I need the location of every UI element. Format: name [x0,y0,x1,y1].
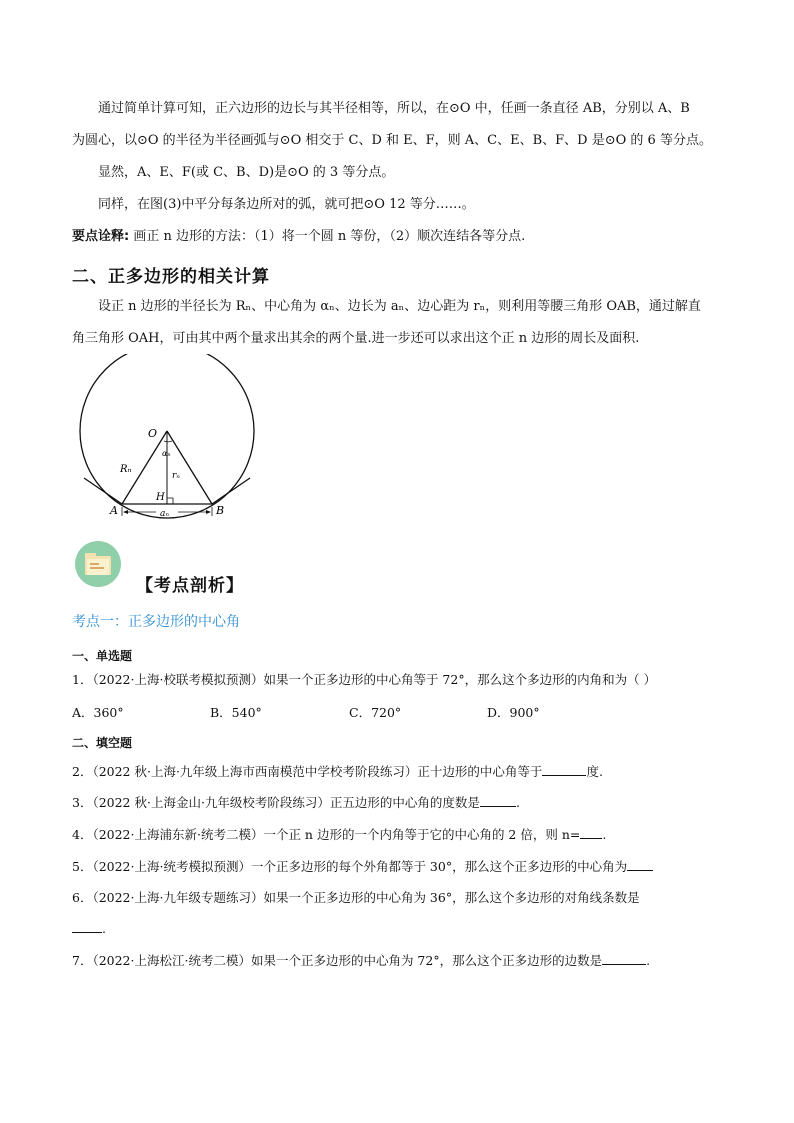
label-b: B [216,504,225,517]
question-7-tail: . [646,953,651,968]
key-point [72,228,724,246]
option-d: D．900° [487,705,540,720]
key-point-text: 画正 n 边形的方法：（1）将一个圆 n 等份，（2）顺次连结各等分点. [133,229,526,244]
question-5-text: 5．（2022·上海·统考模拟预测）一个正多边形的每个外角都等于 30°，那么这个正多边形的中心角为 [72,859,628,874]
question-1: 1．（2022·上海·校联考模拟预测）如果一个正多边形的中心角等于 72°，那么这个多边形的内角和为（ ） [72,672,657,687]
section-2-para-1: 设正 n 边形的半径长为 Rₙ、中心角为 αₙ、边长为 aₙ、边心距为 rₙ，则利用等腰三角形 OAB，通过解直 [98,299,701,314]
intro-line-4: 同样，在图(3)中平分每条边所对的弧，就可把⊙O 12 等分……。 [98,197,475,212]
answer-blank-4[interactable] [580,826,602,839]
answer-blank-5[interactable] [627,858,653,871]
kaodian-1-title: 考点一：正多边形的中心角 [72,614,240,630]
radius-ob [167,431,212,504]
option-c: C．720° [349,705,402,720]
polygon-circle-figure [78,354,256,520]
question-6: 6．（2022·上海·九年级专题练习）如果一个正多边形的中心角为 36°，那么这个多边形的对角线条数是 [72,890,640,905]
right-angle-mark [167,498,173,504]
answer-blank-2[interactable] [542,763,586,776]
question-3 [72,794,724,812]
dim-arrow-left [123,510,128,514]
question-7 [72,952,724,970]
answer-blank-3[interactable] [480,794,516,807]
exam-analysis-title: 【考点剖析】 [136,576,244,596]
question-2 [72,763,724,781]
side-left [84,478,122,504]
question-4 [72,826,724,844]
intro-line-2: 为圆心，以⊙O 的半径为半径画弧与⊙O 相交于 C、D 和 E、F，则 A、C、E、B、F、D 是⊙O 的 6 等分点。 [72,133,712,148]
option-b: B．540° [210,705,262,720]
label-big-r: Rₙ [120,464,132,475]
angle-arc [164,441,172,442]
answer-blank-7[interactable] [602,952,646,965]
side-right [212,478,250,504]
question-4-tail: . [602,827,607,842]
folder-line-1 [90,563,99,565]
folder-line-2 [90,567,104,569]
question-6-tail: . [102,921,106,936]
section-2-title: 二、正多边形的相关计算 [72,267,270,287]
fill-blank-heading: 二、填空题 [72,736,133,750]
label-o: O [148,427,158,440]
question-2-tail: 度. [586,764,603,779]
key-point-label: 要点诠释: [72,229,130,244]
section-2-para-2: 角三角形 OAH，可由其中两个量求出其余的两个量.进一步还可以求出这个正 n 边形的周长及面积. [72,331,640,346]
folder-icon [74,540,122,588]
intro-line-1: 通过简单计算可知，正六边形的边长与其半径相等，所以，在⊙O 中，任画一条直径 AB，分别以 A、B [98,101,690,116]
label-a: A [110,504,118,517]
question-5 [72,858,724,876]
question-2-text: 2．（2022 秋·上海·九年级上海市西南模范中学校考阶段练习）正十边形的中心角等于 [72,764,543,779]
answer-blank-6[interactable] [72,920,102,933]
question-4-text: 4．（2022·上海浦东新·统考二模）一个正 n 边形的一个内角等于它的中心角的 2 倍，则 n= [72,827,581,842]
label-h: H [156,492,165,503]
label-alpha: αₙ [162,449,171,458]
question-7-text: 7．（2022·上海松江·统考二模）如果一个正多边形的中心角为 72°，那么这个正多边形的边数是 [72,953,603,968]
dim-arrow-right [206,510,211,514]
question-6-continued [72,920,724,938]
question-3-text: 3．（2022 秋·上海金山·九年级校考阶段练习）正五边形的中心角的度数是 [72,795,480,810]
intro-line-3: 显然，A、E、F(或 C、B、D)是⊙O 的 3 等分点。 [98,165,395,180]
label-small-r: rₙ [172,471,180,481]
folder-tab [85,553,96,558]
option-a: A．360° [72,705,124,720]
label-side: aₙ [160,509,170,519]
single-choice-heading: 一、单选题 [72,649,133,663]
question-3-tail: . [515,795,520,810]
